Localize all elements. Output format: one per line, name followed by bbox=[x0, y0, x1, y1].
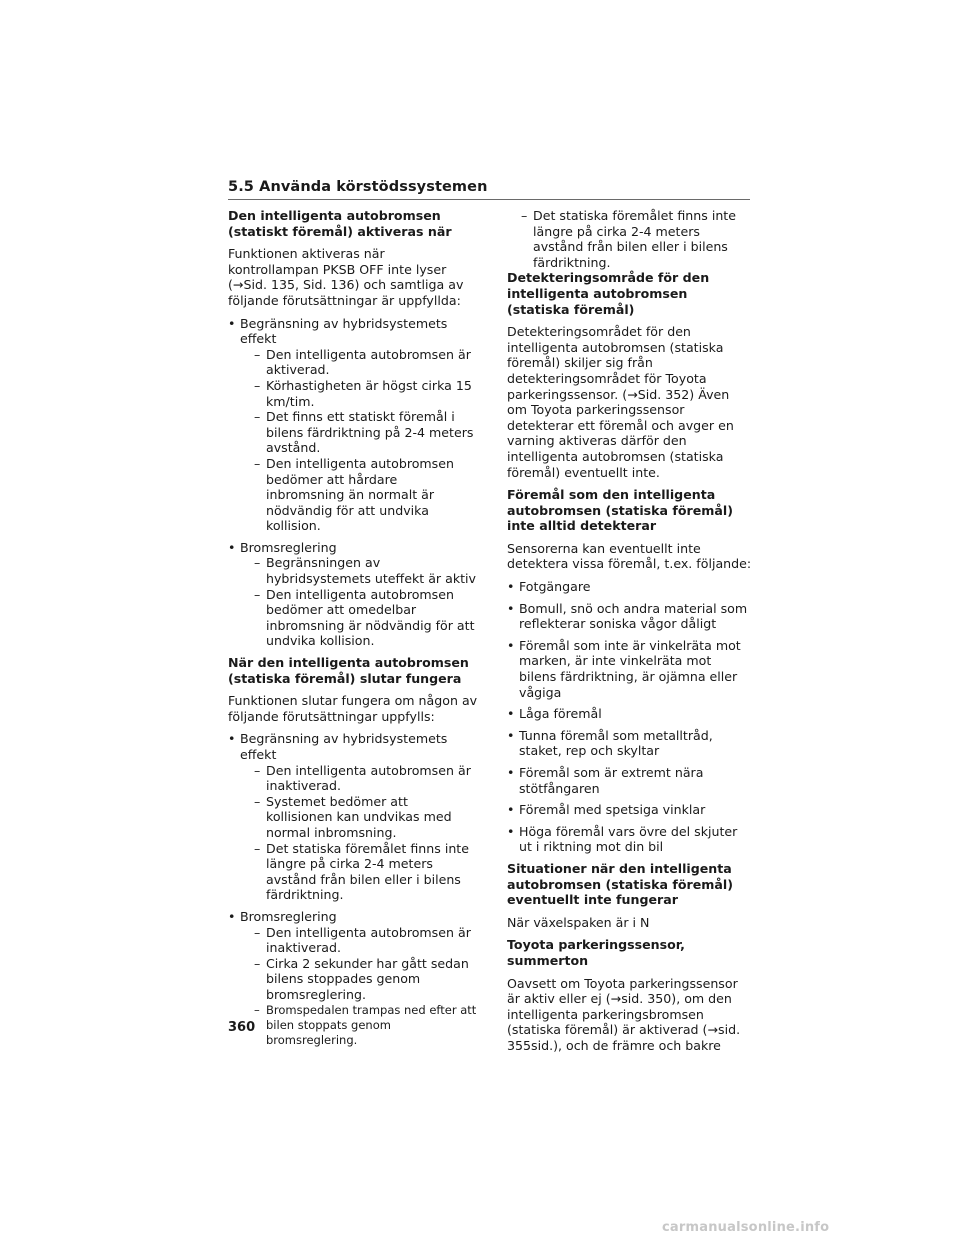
list-item bbox=[228, 731, 478, 903]
list-item: • Föremål som inte är vinkelräta mot marken, är inte vinkelräta mot bilens färdriktning, är ojämna eller vågiga bbox=[507, 638, 752, 700]
deactivation-conditions-list bbox=[228, 731, 478, 1047]
sub-list-item: – Den intelligenta autobromsen är inaktiverad. bbox=[254, 925, 478, 956]
sub-list-item: – Bromspedalen trampas ned efter att bilen stoppats genom bromsreglering. bbox=[254, 1003, 478, 1048]
sub-list-item: – Den intelligenta autobromsen bedömer att hårdare inbromsning än normalt är nödvändig för att undvika kollision. bbox=[254, 456, 478, 534]
heading-non-operation: Situationer när den intelligenta autobromsen (statiska föremål) eventuellt inte fungerar bbox=[507, 860, 733, 908]
list-item: • Låga föremål bbox=[507, 706, 752, 722]
page-number: 360 bbox=[228, 1020, 256, 1035]
heading-deactivation: När den intelligenta autobromsen (statiska föremål) slutar fungera bbox=[228, 655, 469, 686]
sub-list bbox=[240, 555, 478, 649]
section-title: 5.5 Använda körstödssystemen bbox=[228, 178, 750, 200]
heading-activation: Den intelligenta autobromsen (statiskt föremål) aktiveras när bbox=[228, 208, 452, 239]
paragraph-non-operation: När växelspaken är i N bbox=[507, 914, 650, 930]
heading-undetected-objects: Föremål som den intelligenta autobromsen (statiska föremål) inte alltid detekterar bbox=[507, 487, 733, 534]
sub-list-item: – Begränsningen av hybridsystemets uteffekt är aktiv bbox=[254, 555, 478, 586]
list-item bbox=[228, 316, 478, 534]
continued-sub-list bbox=[507, 208, 752, 270]
list-item-label: Bromsreglering bbox=[240, 539, 337, 555]
sub-list-item: – Körhastigheten är högst cirka 15 km/tim. bbox=[254, 378, 478, 409]
list-item bbox=[228, 540, 478, 649]
right-column bbox=[507, 208, 752, 1061]
list-item bbox=[228, 909, 478, 1048]
list-item-label: Begränsning av hybridsystemets effekt bbox=[240, 731, 448, 762]
sub-list-item: – Den intelligenta autobromsen bedömer att omedelbar inbromsning är nödvändig för att undvika kollision. bbox=[254, 587, 478, 649]
sub-list-item: – Det statiska föremålet finns inte längre på cirka 2-4 meters avstånd från bilen eller i bilens färdriktning. bbox=[254, 841, 478, 903]
list-item: • Föremål med spetsiga vinklar bbox=[507, 802, 752, 818]
sub-list-item: – Cirka 2 sekunder har gått sedan bilens stoppades genom bromsreglering. bbox=[254, 956, 478, 1003]
left-column bbox=[228, 208, 478, 1054]
paragraph-deactivation: Funktionen slutar fungera om någon av följande förutsättningar uppfylls: bbox=[228, 693, 478, 724]
list-item: • Fotgängare bbox=[507, 579, 752, 595]
list-item-label: Begränsning av hybridsystemets effekt bbox=[240, 315, 448, 347]
paragraph-detection-area: Detekteringsområdet för den intelligenta autobromsen (statiska föremål) skiljer sig från detekteringsområdet för Toyota parkeringssensor. (→Sid. 352) Även om Toyota parkeringssensor detekterar ett föremål och avger en varning aktiveras därför den intelligenta autobromsen (statiska föremål) eventuellt inte. bbox=[507, 324, 734, 480]
paragraph-buzzer: Oavsett om Toyota parkeringssensor är aktiv eller ej (→sid. 350), om den intelligenta parkeringsbromsen (statiska föremål) är aktiverad (→sid. 355sid.), och de främre och bakre bbox=[507, 975, 741, 1053]
list-item: • Föremål som är extremt nära stötfångaren bbox=[507, 765, 752, 796]
sub-list bbox=[240, 347, 478, 534]
list-item: • Bomull, snö och andra material som reflekterar soniska vågor dåligt bbox=[507, 601, 752, 632]
undetected-objects-list bbox=[507, 579, 752, 855]
activation-conditions-list bbox=[228, 316, 478, 649]
heading-buzzer: Toyota parkeringssensor, summerton bbox=[507, 937, 685, 968]
heading-detection-area: Detekteringsområde för den intelligenta autobromsen (statiska föremål) bbox=[507, 270, 710, 317]
paragraph-activation: Funktionen aktiveras när kontrollampan PKSB OFF inte lyser (→Sid. 135, Sid. 136) och samtliga av följande förutsättningar är uppfyllda: bbox=[228, 246, 464, 308]
sub-list bbox=[240, 763, 478, 903]
watermark: carmanualsonline.info bbox=[662, 1220, 830, 1235]
sub-list-item: – Det statiska föremålet finns inte längre på cirka 2-4 meters avstånd från bilen eller i bilens färdriktning. bbox=[521, 208, 752, 270]
list-item-label: Bromsreglering bbox=[240, 908, 337, 924]
list-item: • Höga föremål vars övre del skjuter ut i riktning mot din bil bbox=[507, 824, 752, 855]
paragraph-undetected-objects: Sensorerna kan eventuellt inte detektera vissa föremål, t.ex. följande: bbox=[507, 540, 752, 572]
sub-list bbox=[240, 925, 478, 1003]
sub-list-small bbox=[240, 1003, 478, 1048]
list-item: • Tunna föremål som metalltråd, staket, rep och skyltar bbox=[507, 728, 752, 759]
sub-list-item: – Den intelligenta autobromsen är aktiverad. bbox=[254, 347, 478, 378]
sub-list-item: – Den intelligenta autobromsen är inaktiverad. bbox=[254, 763, 478, 794]
sub-list-item: – Det finns ett statiskt föremål i bilens färdriktning på 2-4 meters avstånd. bbox=[254, 409, 478, 456]
sub-list-item: – Systemet bedömer att kollisionen kan undvikas med normal inbromsning. bbox=[254, 794, 478, 841]
